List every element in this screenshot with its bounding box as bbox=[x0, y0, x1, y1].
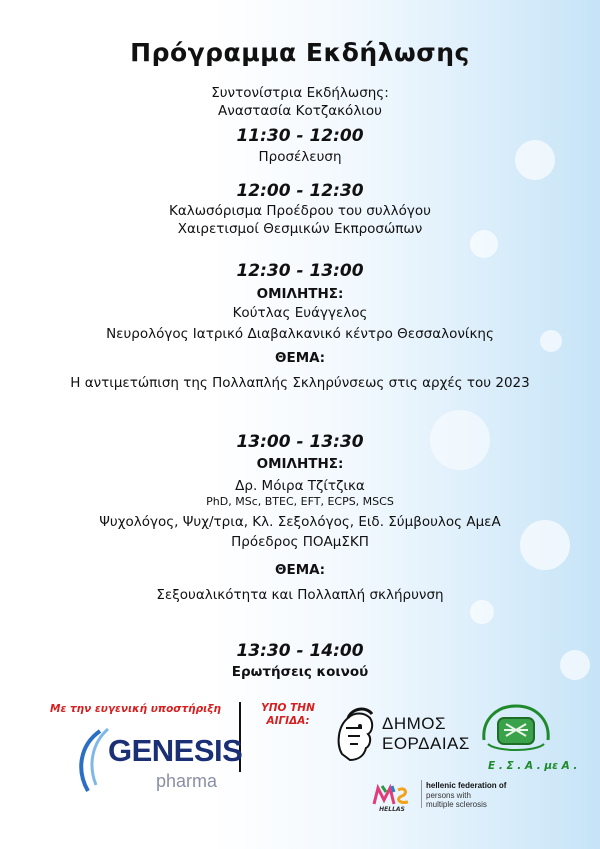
session-line: Προσέλευση bbox=[258, 149, 342, 165]
genesis-sub: pharma bbox=[156, 771, 218, 791]
topic-label: ΘΕΜΑ: bbox=[275, 562, 325, 578]
sponsor-label: Με την ευγενική υποστήριξη bbox=[50, 703, 221, 715]
genesis-name: GENESIS bbox=[108, 733, 243, 768]
topic-text: Η αντιμετώπιση της Πολλαπλής Σκληρύνσεως στις αρχές του 2023 bbox=[70, 375, 530, 391]
speaker-name: Δρ. Μόιρα Τζίτζικα bbox=[235, 478, 365, 494]
dimos-eordaias-logo bbox=[330, 702, 470, 772]
speaker-role: Νευρολόγος Ιατρικό Διαβαλκανικό κέντρο Θεσσαλονίκης bbox=[106, 326, 494, 342]
session-time: 12:30 - 13:00 bbox=[236, 261, 364, 281]
dimos-name bbox=[382, 714, 470, 754]
dimos-line: ΕΟΡΔΑΙΑΣ bbox=[382, 734, 470, 753]
session-line: Καλωσόρισμα Προέδρου του συλλόγου bbox=[169, 203, 431, 219]
session-time: 13:30 - 14:00 bbox=[236, 641, 364, 661]
esa-logo bbox=[476, 700, 556, 768]
topic-text: Σεξουαλικότητα και Πολλαπλή σκλήρυνση bbox=[156, 587, 444, 603]
ms-hellas-text: HELLAS bbox=[379, 806, 405, 813]
session-time: 13:00 - 13:30 bbox=[236, 432, 364, 452]
esa-caption: Ε . Σ . Α . με Α . bbox=[488, 760, 578, 772]
speaker-name: Κούτλας Ευάγγελος bbox=[232, 305, 368, 321]
genesis-pharma-logo bbox=[70, 725, 243, 795]
session-time: 12:00 - 12:30 bbox=[236, 181, 364, 201]
hellenic-line: hellenic federation of bbox=[426, 781, 507, 790]
speaker-role-secondary: Πρόεδρος ΠΟΑμΣΚΠ bbox=[231, 534, 369, 550]
coordinator-name: Αναστασία Κοτζακόλιου bbox=[218, 103, 382, 119]
session-time: 11:30 - 12:00 bbox=[236, 126, 364, 146]
speaker-label: ΟΜΙΛΗΤΗΣ: bbox=[256, 456, 344, 472]
coordinator-label: Συντονίστρια Εκδήλωσης: bbox=[211, 85, 389, 101]
esa-emblem-icon bbox=[476, 700, 556, 760]
hellenic-line: persons with bbox=[426, 790, 471, 800]
speaker-label: ΟΜΙΛΗΤΗΣ: bbox=[256, 286, 344, 302]
dimos-line: ΔΗΜΟΣ bbox=[382, 714, 447, 733]
warrior-head-icon bbox=[332, 704, 378, 764]
session-line: Χαιρετισμοί Θεσμικών Εκπροσώπων bbox=[177, 221, 423, 237]
hellenic-federation-text bbox=[426, 781, 506, 810]
speaker-credentials: PhD, MSc, BTEC, EFT, ECPS, MSCS bbox=[206, 495, 394, 508]
speaker-role: Ψυχολόγος, Ψυχ/τρια, Κλ. Σεξολόγος, Ειδ. Σύμβουλος ΑμεΑ bbox=[99, 514, 501, 530]
ms-hellas-icon bbox=[372, 782, 412, 806]
hellenic-divider bbox=[421, 780, 422, 808]
page-title: Πρόγραμμα Εκδήλωσης bbox=[130, 38, 470, 67]
bokeh-decoration bbox=[470, 600, 494, 624]
hellenic-line: multiple sclerosis bbox=[426, 800, 487, 809]
session-label: Ερωτήσεις κοινού bbox=[231, 664, 369, 680]
auspices-label: ΥΠΟ ΤΗΝ ΑΙΓΙΔΑ: bbox=[261, 702, 315, 727]
topic-label: ΘΕΜΑ: bbox=[275, 350, 325, 366]
